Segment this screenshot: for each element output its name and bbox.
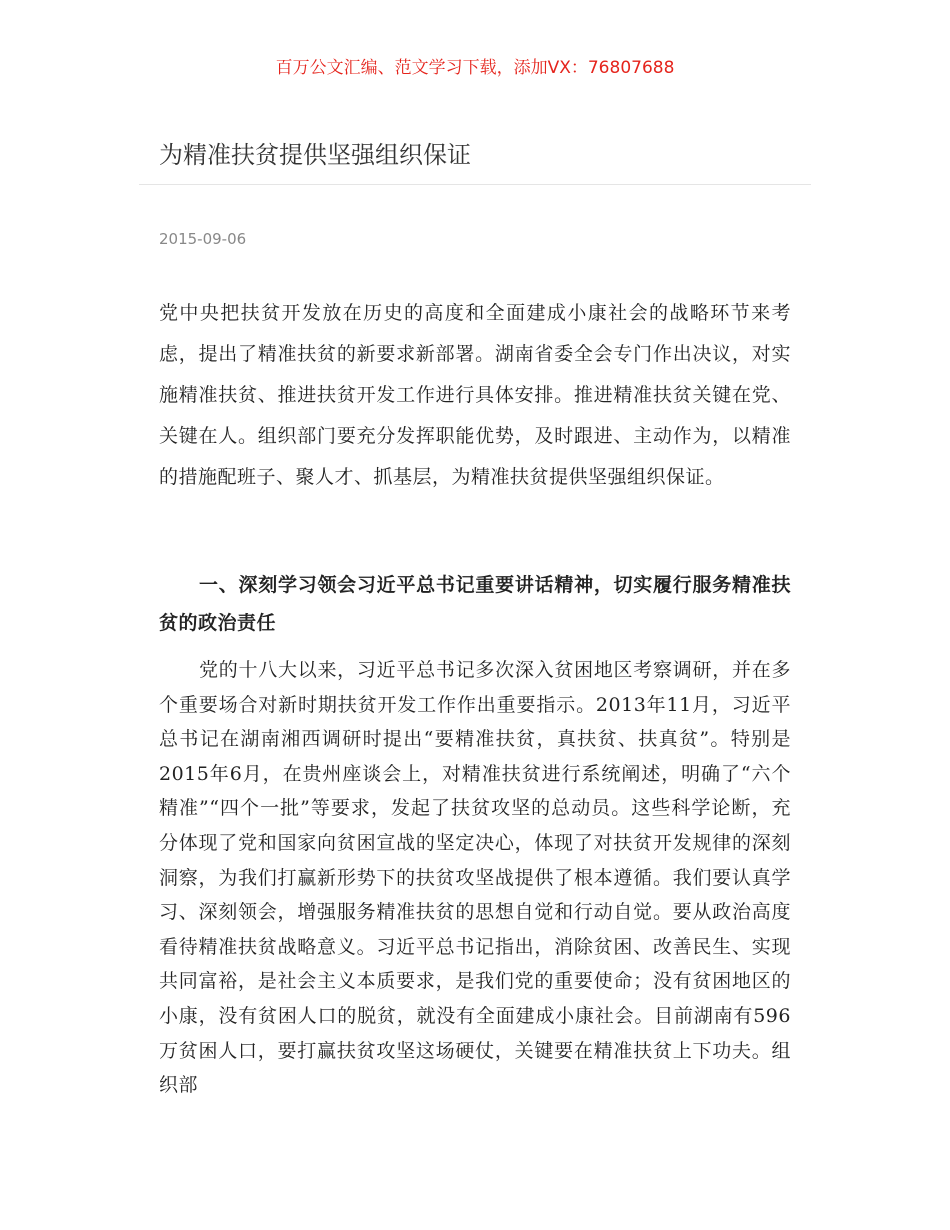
lead-paragraph: 党中央把扶贫开发放在历史的高度和全面建成小康社会的战略环节来考虑，提出了精准扶贫的新要求新部署。湖南省委全会专门作出决议，对实施精准扶贫、推进扶贫开发工作进行具体安排。推进精准扶贫关键在党、关键在人。组织部门要充分发挥职能优势，及时跟进、主动作为，以精准的措施配班子、聚人才、抓基层，为精准扶贫提供坚强组织保证。	[159, 302, 791, 488]
publish-date: 2015-09-06	[159, 230, 247, 248]
body-paragraph: 党的十八大以来，习近平总书记多次深入贫困地区考察调研，并在多个重要场合对新时期扶贫开发工作作出重要指示。2013年11月，习近平总书记在湖南湘西调研时提出“要精准扶贫，真扶贫、扶真贫”。特别是2015年6月，在贵州座谈会上，对精准扶贫进行系统阐述，明确了“六个精准”“四个一批”等要求，发起了扶贫攻坚的总动员。这些科学论断，充分体现了党和国家向贫困宣战的坚定决心，体现了对扶贫开发规律的深刻洞察，为我们打赢新形势下的扶贫攻坚战提供了根本遵循。我们要认真学习、深刻领会，增强服务精准扶贫的思想自觉和行动自觉。要从政治高度看待精准扶贫战略意义。习近平总书记指出，消除贫困、改善民生、实现共同富裕，是社会主义本质要求，是我们党的重要使命；没有贫困地区的小康，没有贫困人口的脱贫，就没有全面建成小康社会。目前湖南有596万贫困人口，要打赢扶贫攻坚这场硬仗，关键要在精准扶贫上下功夫。组织部	[159, 659, 791, 1097]
section-heading: 一、深刻学习领会习近平总书记重要讲话精神，切实履行服务精准扶贫的政治责任	[159, 574, 791, 634]
article-title: 为精准扶贫提供坚强组织保证	[159, 141, 471, 169]
title-divider	[139, 184, 811, 185]
download-banner: 百万公文汇编、范文学习下载，添加VX：76807688	[275, 58, 675, 78]
